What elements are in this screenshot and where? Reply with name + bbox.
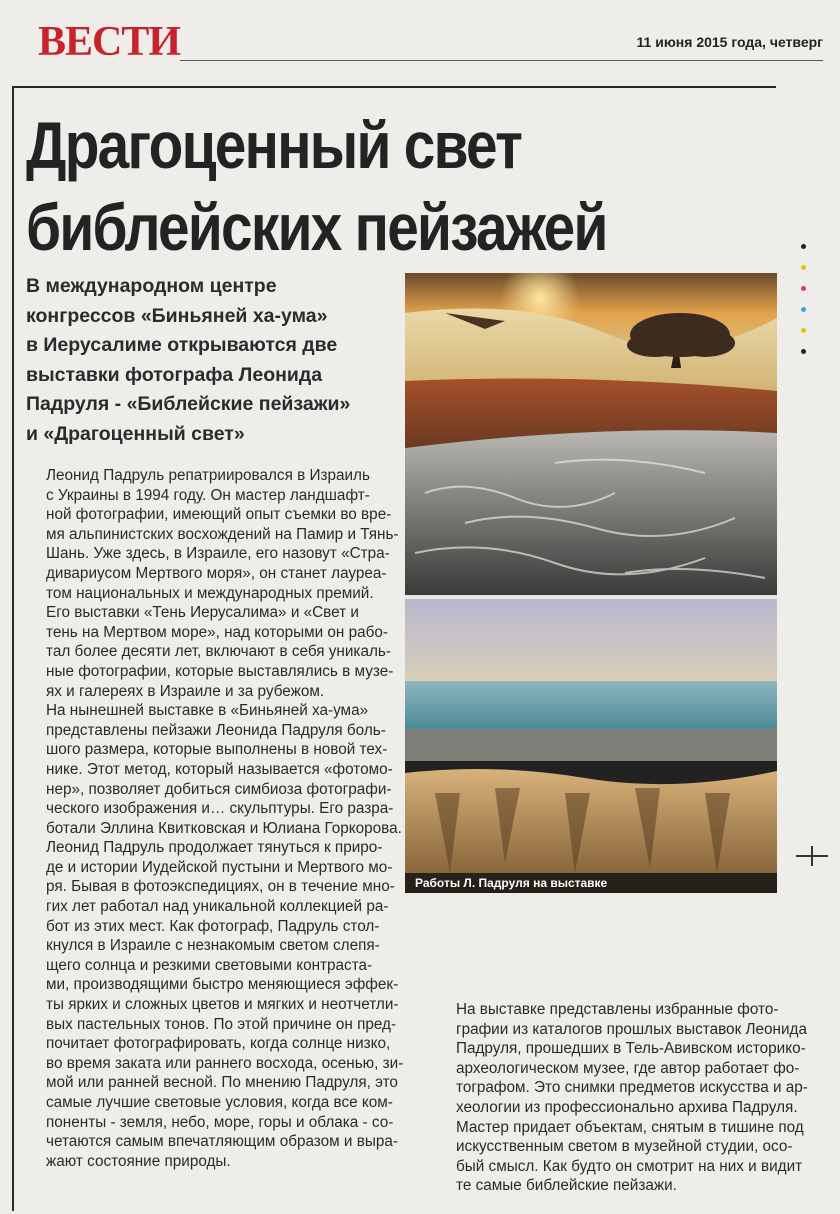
text-line: ной фотографии, имеющий опыт съемки во вре- (46, 506, 392, 524)
print-color-marks (801, 244, 809, 370)
text-line: поненты - земля, небо, море, горы и облака - со- (46, 1113, 394, 1131)
text-line: нер», позволяет добиться симбиоза фотографи- (46, 780, 392, 798)
masthead-rule (180, 60, 823, 61)
lead-line: в Иерусалиме открываются две (26, 334, 338, 356)
text-line: Шань. Уже здесь, в Израиле, его назовут «Стра- (46, 545, 390, 563)
text-line: На нынешней выставке в «Биньяней ха-ума» (46, 702, 369, 720)
text-line: ми, производящими быстро меняющиеся эффек- (46, 976, 399, 994)
text-line: жают состояние природы. (46, 1152, 231, 1170)
text-line: ря. Бывая в фотоэкспедициях, он в течение мно- (46, 878, 395, 896)
text-line: тографом. Это снимки предметов искусства и ар- (456, 1079, 808, 1097)
text-line: графии из каталогов прошлых выставок Леонида (456, 1020, 807, 1038)
text-line: ты ярких и сложных цветов и мягких и неотчетли- (46, 996, 399, 1014)
lead-line: Падруля - «Библейские пейзажи» (26, 393, 351, 415)
headline-line: Драгоценный свет (26, 108, 522, 182)
article-paragraph (434, 1000, 808, 1196)
lead-line: и «Драгоценный свет» (26, 422, 245, 445)
text-line: Падруля, прошедших в Тель-Авивском историко- (456, 1040, 806, 1058)
text-line: кнулся в Израиле с незнакомым светом слепя- (46, 937, 380, 955)
article-lead (26, 272, 394, 449)
issue-date: 11 июня 2015 года, четверг (636, 34, 823, 50)
text-line: четаются самым впечатляющим образом и выра- (46, 1133, 398, 1151)
text-line: де и истории Иудейской пустыни и Мертвого мо- (46, 858, 393, 876)
text-line: с Украины в 1994 году. Он мастер ландшафт- (46, 486, 370, 504)
print-mark-dot (801, 265, 806, 270)
text-line: представлены пейзажи Леонида Падруля боль- (46, 721, 386, 739)
text-line: самые лучшие световые условия, когда все ком- (46, 1094, 393, 1111)
masthead (38, 18, 823, 66)
article-paragraph (24, 838, 404, 1171)
article-body-left-column (24, 466, 404, 1171)
text-line: ях и галереях в Израиле и за рубежом. (46, 682, 325, 700)
lead-line: В международном центре (26, 275, 277, 297)
text-line: бый смысл. Как будто он смотрит на них и видит (456, 1157, 803, 1175)
text-line: Его выставки «Тень Иерусалима» и «Свет и (46, 604, 359, 622)
registration-crosshair-icon (796, 846, 828, 866)
article-headline (26, 104, 680, 268)
text-line: том национальных и международных премий. (46, 584, 374, 602)
text-line: щего солнца и резкими световыми контраста- (46, 956, 373, 974)
newspaper-logo: ВЕСТИ (38, 19, 181, 65)
text-line: нике. Этот метод, который называется «фотомо- (46, 760, 393, 778)
article-paragraph (24, 701, 402, 838)
text-line: искусственным светом в музейной студии, осо- (456, 1138, 793, 1156)
lead-line: конгрессов «Биньяней ха-ума» (26, 304, 328, 327)
text-line: Леонид Падруль продолжает тянуться к приро- (46, 839, 383, 857)
text-line: мой или ранней весной. По мнению Падруля, это (46, 1074, 398, 1092)
text-line: почитает фотографировать, когда солнце низко, (46, 1035, 391, 1053)
print-mark-dot (801, 349, 806, 354)
text-line: ные фотографии, которые выставлялись в музе- (46, 662, 394, 680)
text-line: гих лет работал над уникальной коллекцией ра- (46, 898, 389, 916)
text-line: археологическом музее, где автор работает фо- (456, 1059, 800, 1077)
text-line: бот из этих мест. Как фотограф, Падруль стол- (46, 917, 380, 935)
text-line: тал более десяти лет, включают в себя уникаль- (46, 643, 391, 661)
text-line: хеологии из профессионально архива Падруля. (456, 1098, 798, 1116)
photo-caption: Работы Л. Падруля на выставке (415, 876, 608, 890)
lead-line: выставки фотографа Леонида (26, 363, 323, 386)
article-frame-top (12, 86, 776, 88)
print-mark-dot (801, 328, 806, 333)
headline-line: библейских пейзажей (26, 190, 607, 264)
text-line: дивариусом Мертвого моря», он станет лауреа- (46, 564, 387, 582)
print-mark-dot (801, 244, 806, 249)
print-mark-dot (801, 286, 806, 291)
article-paragraph (24, 466, 399, 603)
article-paragraph (24, 603, 394, 701)
text-line: во время заката или раннего восхода, осенью, зи- (46, 1054, 404, 1072)
text-line: На выставке представлены избранные фото- (456, 1001, 779, 1018)
text-line: вых пастельных тонов. По этой причине он пред- (46, 1015, 397, 1033)
text-line: ческого изображения и… скульптуры. Его разра- (46, 800, 394, 818)
text-line: те самые библейские пейзажи. (456, 1177, 677, 1195)
text-line: тень на Мертвом море», над которыми он рабо- (46, 623, 388, 641)
text-line: мя альпинистских восхождений на Памир и Тянь- (46, 525, 399, 543)
text-line: Мастер придает объектам, снятым в тишине под (456, 1118, 804, 1136)
article-body-right-column (434, 1000, 808, 1196)
text-line: Леонид Падруль репатриировался в Израиль (46, 467, 370, 484)
landscape-photo-image (405, 273, 777, 893)
text-line: ботали Эллина Квитковская и Юлиана Горкорова. (46, 819, 402, 837)
text-line: шого размера, которые выполнены в новой тех- (46, 741, 388, 759)
article-frame-left (12, 86, 14, 1211)
exhibition-photo (405, 273, 777, 893)
print-mark-dot (801, 307, 806, 312)
